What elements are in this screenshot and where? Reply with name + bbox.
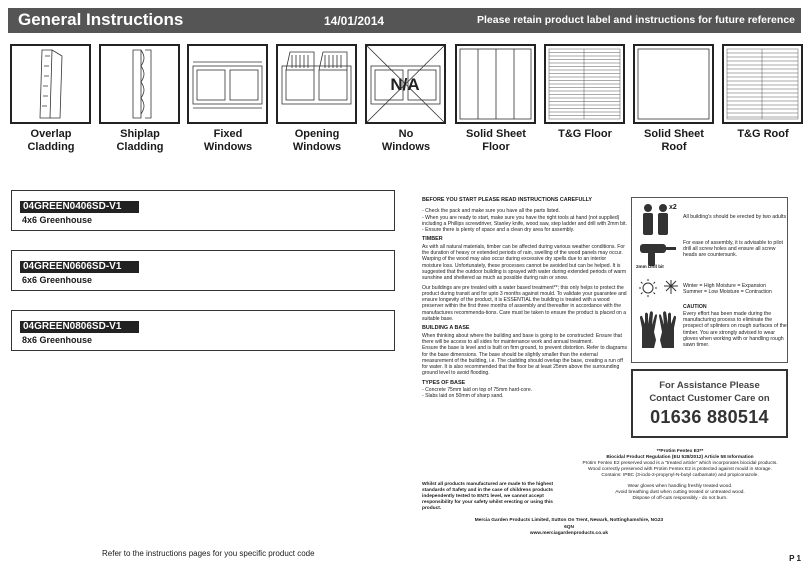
- assistance-line1: For Assistance Please: [659, 380, 760, 391]
- footnote: Refer to the instructions pages for you specific product code: [102, 549, 315, 558]
- type-label-line1: Fixed: [213, 128, 243, 140]
- caution-row: [632, 304, 789, 362]
- types-line: - Slabs laid on 50mm of sharp sand.: [422, 393, 504, 400]
- type-label-line2: Windows: [203, 141, 253, 153]
- page-number: P 1: [789, 554, 801, 563]
- solid-sheet-roof-icon: [633, 44, 714, 124]
- type-label-line2: Floor: [482, 141, 510, 153]
- product-box: [11, 190, 395, 231]
- na-overlay: N/A: [390, 75, 420, 94]
- protim-line: Dispose of off-cuts responsibly - do not burn.: [632, 496, 728, 501]
- x2-label: x2: [669, 204, 677, 211]
- customer-care-box: [631, 369, 788, 438]
- base-heading: BUILDING A BASE: [422, 325, 470, 332]
- protim-line: Contains: IPBC (3-iodo-2-propynyl-N-butyl carbamate) and propiconazole.: [601, 473, 759, 478]
- product-name: 8x6 Greenhouse: [22, 335, 93, 345]
- type-label-line1: Solid Sheet: [466, 128, 526, 140]
- shiplap-cladding-icon: [99, 44, 180, 124]
- timber-heading: TIMBER: [422, 236, 443, 243]
- caution-text: Every effort has been made during the manufacturing process to eliminate the prospect of splinters on rough surfaces of the timber. You are strongly advised to wear gloves when working with or handling rough sawn timer.: [683, 311, 787, 349]
- two-adults-row: [632, 202, 789, 238]
- protim-line: Wear gloves when handling freshly treated wood.: [627, 484, 733, 489]
- start-line: - Check the pack and make sure you have all the parts listed.: [422, 208, 560, 215]
- no-window-icon: [365, 44, 446, 124]
- base-paragraph: Ensure the base is level and is built on firm ground, to prevent distortion. Refer to diagrams for the base dimensions. The base should be slightly smaller than the external measurement of the building, i.e. The cladding should overlap the base, creating a run off for water. It is also recommended that the floor be at least 25mm above the surrounding ground level to avoid flooding.: [422, 345, 627, 377]
- type-solid-sheet-roof: [633, 44, 714, 153]
- protim-title: **Protim Fentex E3**: [656, 449, 704, 454]
- instructions-heading: BEFORE YOU START PLEASE READ INSTRUCTIONS CAREFULLY: [422, 197, 593, 203]
- type-label-line1: Overlap: [30, 128, 72, 140]
- type-label-line2: Windows: [292, 141, 342, 153]
- product-code: 04GREEN0806SD-V1: [20, 321, 139, 333]
- protim-line: Protim Fentex E2 preserved wood is a "treated article" which incorporates biocidal products.: [582, 461, 778, 466]
- company-address: Mercia Garden Products Limited, Sutton On Trent, Newark, Nottinghamshire, NG23 6QN: [474, 518, 664, 530]
- type-label-line1: Opening: [294, 128, 340, 140]
- protim-notice: [572, 449, 788, 502]
- type-label-line2: Roof: [661, 141, 687, 153]
- page-title: General Instructions: [18, 10, 184, 29]
- drill-row: [632, 240, 789, 276]
- type-label-line1: T&G Roof: [737, 128, 789, 140]
- type-label-line2: Windows: [381, 141, 431, 153]
- header-retain-note: Please retain product label and instructions for future reference: [477, 14, 795, 26]
- product-name: 4x6 Greenhouse: [22, 215, 93, 225]
- product-code: 04GREEN0606SD-V1: [20, 261, 139, 273]
- product-name: 6x6 Greenhouse: [22, 275, 93, 285]
- timber-paragraph: Our buildings are pre treated with a water based treatment**; this only helps to protect the product during transit and for upto 3 months against mould. To validate your guarantee and ensure longevity of the product, it is ESSENTIAL the building is treated with a wood preserver within the first three months of assembly and thereafter in accordance with the manufactures recommenda-tions. Care must be taken to ensure the product is placed on a suitable base.: [422, 284, 627, 323]
- gloves-icon: [636, 310, 686, 350]
- product-box: [11, 250, 395, 291]
- start-line: - When you are ready to start, make sure you have the right tools at hand (not supplied) including a Phillips screwdriver, Stanley knife, wood saw, step ladder and drill with 2mm bit.: [422, 214, 627, 227]
- company-info: [474, 518, 664, 538]
- fixed-window-icon: [187, 44, 268, 124]
- type-label-line1: Solid Sheet: [644, 128, 704, 140]
- weather-icon: [636, 278, 686, 302]
- types-heading: TYPES OF BASE: [422, 379, 466, 386]
- two-adults-icon: [636, 202, 686, 238]
- type-label-line2: Cladding: [116, 141, 164, 153]
- type-no-windows: [365, 44, 446, 153]
- product-box: [11, 310, 395, 351]
- opening-window-icon: [276, 44, 357, 124]
- header-bar: [8, 8, 801, 33]
- header-date: 14/01/2014: [324, 14, 385, 28]
- drill-text: For ease of assembly, it is advisable to pilot drill all screw holes and ensure all screw heads are countersunk.: [683, 240, 783, 259]
- type-label-line1: No: [398, 128, 414, 140]
- phone-number[interactable]: 01636 880514: [650, 407, 769, 427]
- company-website[interactable]: www.merciagardenproducts.co.uk: [529, 531, 609, 536]
- type-fixed-windows: [187, 44, 268, 153]
- base-paragraph: When thinking about where the building and base is going to be constructed: Ensure that there will be access to all sides for maintenance work and annual treatment.: [422, 332, 622, 345]
- product-code: 04GREEN0406SD-V1: [20, 201, 139, 213]
- solid-sheet-floor-icon: [455, 44, 536, 124]
- types-line: - Concrete 75mm laid on top of 75mm hard-core.: [422, 387, 533, 394]
- type-shiplap-cladding: [99, 44, 180, 153]
- safety-panel: [631, 197, 788, 363]
- type-overlap-cladding: [10, 44, 91, 153]
- start-line: - Ensure there is plenty of space and a clean dry area for assembly.: [422, 227, 575, 234]
- type-opening-windows: [276, 44, 357, 153]
- protim-line: Avoid breathing dust when cutting treated or untreated wood.: [615, 490, 745, 495]
- tg-floor-icon: [544, 44, 625, 124]
- type-solid-sheet-floor: [455, 44, 536, 153]
- adults-text: All building's should be erected by two adults: [683, 214, 787, 220]
- assistance-line2: Contact Customer Care on: [649, 393, 770, 404]
- protim-line: Wood correctly preserved with Protim Fentex E2 is protected against mould in storage.: [588, 467, 772, 472]
- drill-label: 2mm Drill bit: [636, 264, 664, 269]
- type-label-line1: Shiplap: [120, 128, 160, 140]
- type-tg-floor: [544, 44, 625, 140]
- overlap-cladding-icon: [10, 44, 91, 124]
- protim-reg: Biocidal Product Regulation (EU 528/2012) Article 58 Information: [606, 455, 754, 460]
- manufacture-note: Whilst all products manufactured are made to the highest standards of Safety and in the case of childrens products independently tested to EN71 level, we cannot accept responsibility for your safety whilst erecting or using this product.: [422, 482, 554, 511]
- type-tg-roof: [722, 44, 803, 140]
- timber-paragraph: As with all natural materials, timber can be affected during various weather conditions. For the duration of heavy or extended periods of rain, swelling of the wood panels may occur. Warping of the wood may also occur during excessive dry spells due to an interior moisture loss. Unfortunately, these processes cannot be avoided but can be helped. It is suggested that the outdoor building is sprayed with water during extended periods of warm sunshine and sheltered as much as possible during rain or snow.: [422, 243, 627, 282]
- weather-text: Winter = High Moisture = Expansion Summer = Low Moisture = Contraction: [683, 283, 772, 296]
- type-label-line1: T&G Floor: [558, 128, 612, 140]
- instructions-column: [422, 197, 627, 403]
- type-label-line2: Cladding: [27, 141, 75, 153]
- tg-roof-icon: [722, 44, 803, 124]
- caution-heading: CAUTION: [683, 304, 707, 310]
- weather-row: [632, 278, 789, 302]
